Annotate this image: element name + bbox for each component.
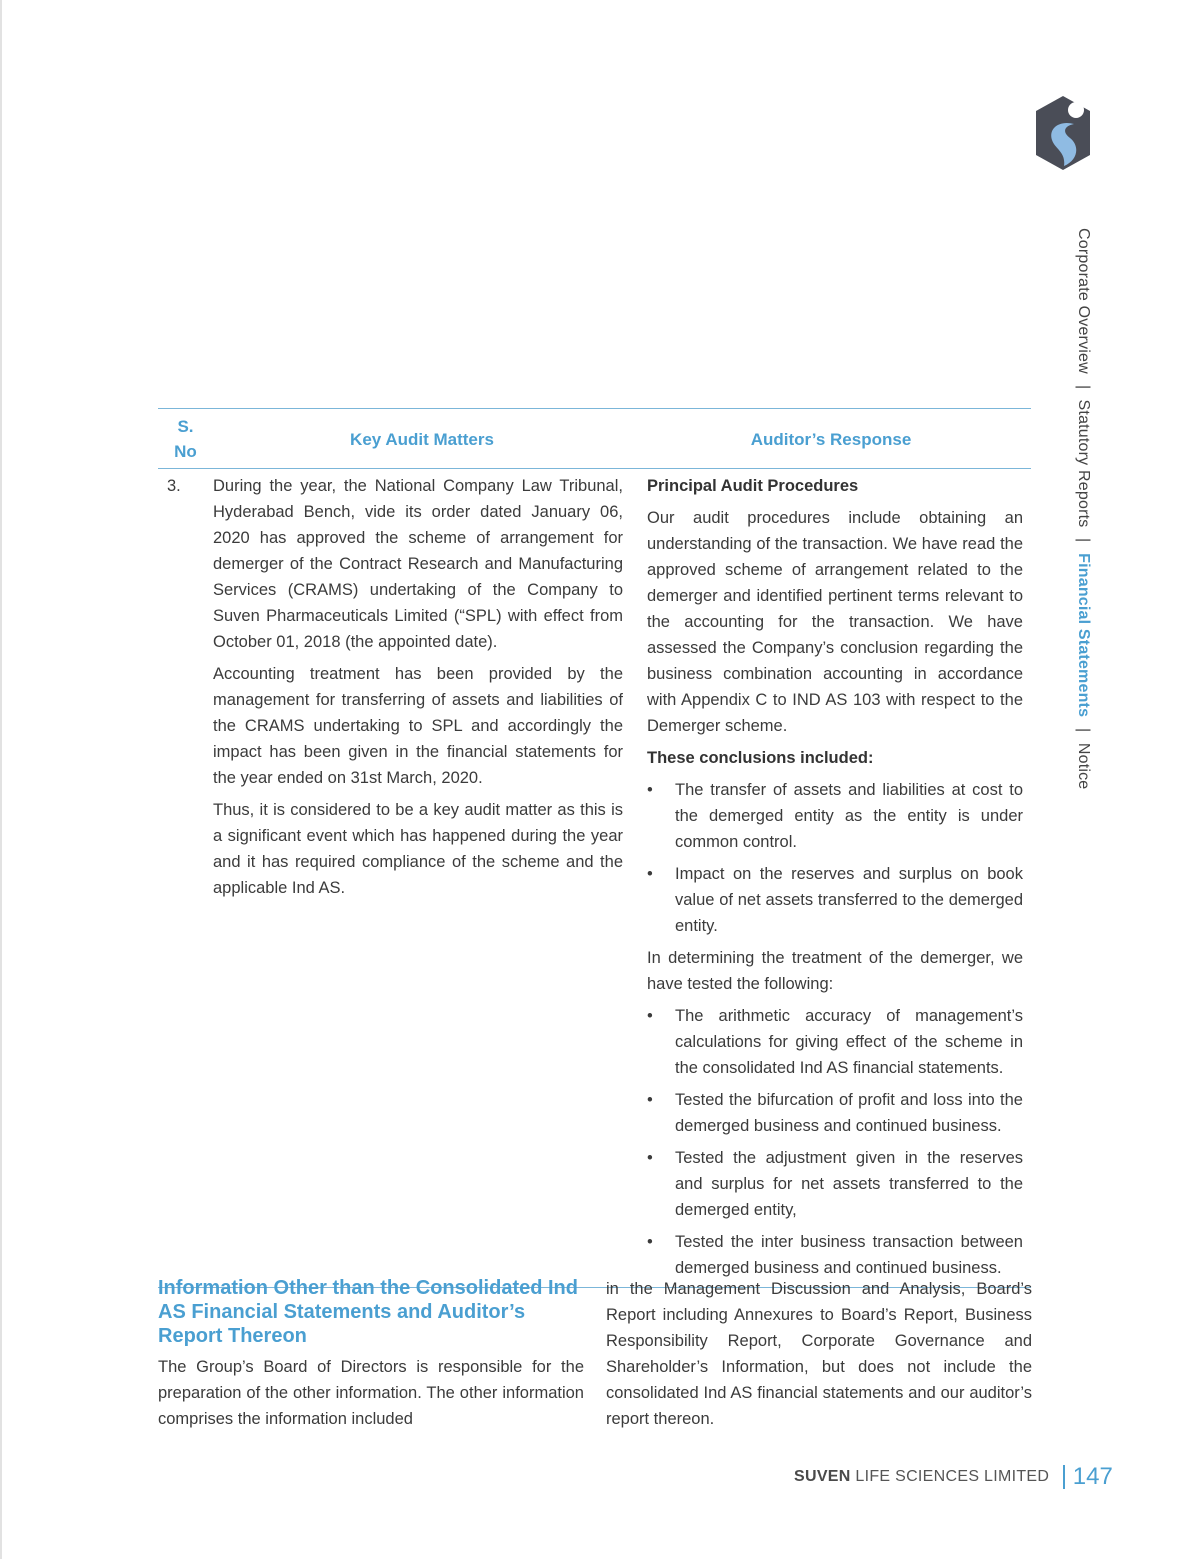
- side-navigation: [1074, 228, 1092, 789]
- page-footer: [794, 1460, 1113, 1494]
- nav-notice[interactable]: Notice: [1075, 742, 1092, 790]
- page-number: 147: [1072, 1463, 1113, 1490]
- tests-list: [647, 1003, 1023, 1281]
- company-name-bold: SUVEN: [794, 1468, 851, 1485]
- tests-intro: In determining the treatment of the demerger, we have tested the following:: [647, 949, 1023, 993]
- response-intro: Our audit procedures include obtaining an understanding of the transaction. We have read the approved scheme of arrangement related to the demerger and identified pertinent terms relevant to the accounting for the transaction. We have assessed the Company’s conclusion regarding the business combination accounting in accordance with Appendix C to IND AS 103 with respect to the Demerger scheme.: [647, 509, 1023, 735]
- nav-separator: |: [1075, 727, 1092, 733]
- kam-paragraph: Thus, it is considered to be a key audit matter as this is a significant event which has happened during the year and it has required compliance of the scheme and the applicable Ind AS.: [213, 801, 623, 897]
- nav-statutory-reports[interactable]: Statutory Reports: [1075, 399, 1092, 528]
- list-item: • Tested the bifurcation of profit and loss into the demerged business and continued business.: [647, 1087, 1023, 1139]
- header-key-audit-matters: Key Audit Matters: [213, 409, 631, 469]
- nav-separator: |: [1075, 538, 1092, 543]
- suven-logo-icon: [1034, 94, 1092, 172]
- header-auditors-response: Auditor’s Response: [631, 409, 1031, 469]
- other-information-paragraph-continued: in the Management Discussion and Analysis, Board’s Report including Annexures to Board’s Report, Business Responsibility Report, Corporate Governance and Shareholder’s Information, but does not include the consolidated Ind AS financial statements and our auditor’s report thereon.: [606, 1280, 1032, 1428]
- kam-paragraph: During the year, the National Company Law Tribunal, Hyderabad Bench, vide its order dated January 06, 2020 has approved the scheme of arrangement for demerger of the Contract Research and Manufacturing Services (CRAMS) undertaking of the Company to Suven Pharmaceuticals Limited (“SPL) with effect from October 01, 2018 (the appointed date).: [213, 477, 623, 651]
- conclusions-list: [647, 777, 1023, 939]
- company-name-rest: LIFE SCIENCES LIMITED: [850, 1468, 1050, 1485]
- auditor-response-cell: [631, 469, 1031, 1288]
- page-edge: [0, 0, 2, 1559]
- list-item: • Tested the inter business transaction between demerged business and continued business.: [647, 1229, 1023, 1281]
- response-heading: Principal Audit Procedures: [647, 477, 859, 495]
- nav-financial-statements[interactable]: Financial Statements: [1075, 553, 1092, 718]
- list-item: • Impact on the reserves and surplus on book value of net assets transferred to the demerged entity.: [647, 861, 1023, 939]
- header-sno: [158, 409, 213, 469]
- list-item: • The arithmetic accuracy of management’s calculations for giving effect of the scheme in the consolidated Ind AS financial statements.: [647, 1003, 1023, 1081]
- other-information-left-column: [158, 1276, 584, 1432]
- header-sno-line1: S.: [177, 417, 194, 436]
- footer-divider: [1063, 1465, 1065, 1489]
- conclusions-heading: These conclusions included:: [647, 749, 874, 767]
- other-information-paragraph: The Group’s Board of Directors is responsible for the preparation of the other information. The other information comprises the information included: [158, 1358, 584, 1428]
- table-header-row: [158, 409, 1031, 469]
- row-sno: 3.: [158, 469, 213, 1288]
- list-item: • Tested the adjustment given in the reserves and surplus for net assets transferred to the demerged entity,: [647, 1145, 1023, 1223]
- kam-paragraph: Accounting treatment has been provided by the management for transferring of assets and liabilities of the CRAMS undertaking to SPL and accordingly the impact has been given in the financial statements for the year ended on 31st March, 2020.: [213, 665, 623, 787]
- other-information-right-column: [606, 1276, 1032, 1432]
- nav-corporate-overview[interactable]: Corporate Overview: [1075, 228, 1092, 374]
- key-audit-matter-cell: [213, 469, 631, 1288]
- key-audit-matters-table: [158, 408, 1031, 1288]
- nav-separator: |: [1075, 384, 1092, 389]
- list-item: • The transfer of assets and liabilities at cost to the demerged entity as the entity is under common control.: [647, 777, 1023, 855]
- header-sno-line2: No: [174, 442, 197, 461]
- table-row: [158, 469, 1031, 1288]
- company-name: [794, 1468, 1049, 1486]
- other-information-heading: Information Other than the Consolidated Ind AS Financial Statements and Auditor’s Report Thereon: [158, 1277, 578, 1347]
